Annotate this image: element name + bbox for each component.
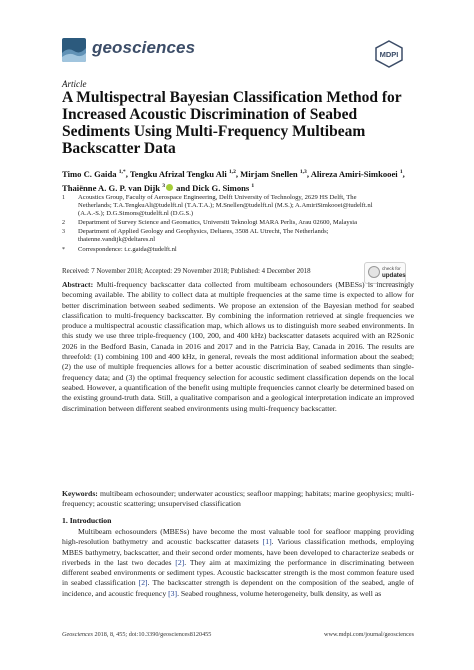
section-heading: 1. Introduction <box>62 516 112 525</box>
updates-label-line1: check for <box>382 266 401 271</box>
author-affiliation-mark: 1 <box>399 169 403 175</box>
paper-title: A Multispectral Bayesian Classification Method for Increased Acoustic Discrimination of Seabed Sediments Using Multi-Frequency Multibeam Backscatter Data <box>62 89 402 157</box>
abstract-label: Abstract: <box>62 280 94 289</box>
citation-footer <box>62 631 211 638</box>
check-for-updates-icon <box>368 266 380 278</box>
affiliation-item <box>62 194 382 219</box>
updates-label-line2: updates <box>382 272 406 279</box>
affiliation-item <box>62 219 414 227</box>
affiliation-number: * <box>62 247 65 253</box>
correspondence-text: Correspondence: t.c.gaida@tudelft.nl <box>78 246 177 253</box>
reference-link[interactable]: [1] <box>262 537 272 547</box>
journal-url-link[interactable]: www.mdpi.com/journal/geosciences <box>324 631 414 638</box>
affiliation-item <box>62 246 382 254</box>
author-name[interactable]: Tengku Afrizal Tengku Ali <box>129 168 227 179</box>
affiliation-text: Acoustics Group, Faculty of Aerospace Engineering, Delft University of Technology, 2629 HS Delft, The Netherlands; T.A.TengkuAli@tudelft.nl (T.A.T.A.); M.Snellen@tudelft.nl (M.S.); A.AmiriSimkooei@tudelft.nl (A.A.-S.); D.G.Simons@tudelft.nl (D.G.S.) <box>78 194 373 218</box>
keywords-label: Keywords: <box>62 489 98 498</box>
author-name[interactable]: Thaiënne A. G. P. van Dijk <box>62 182 161 193</box>
body-text: . Various classification methods, employing MBES bathymetry, backscatter, and their second order moments, have been developed to characterize seabeds or riverbeds in the last two decades <box>62 537 414 567</box>
affiliation-text: Department of Survey Science and Geomatics, Universiti Teknologi MARA Perlis, Arau 02600, Malaysia <box>78 219 358 226</box>
body-text: Multibeam echosounders (MBESs) have become the most valuable tool for seafloor mapping providing high-resolution bathymetry and acoustic backscatter datasets <box>62 527 414 547</box>
author-affiliation-mark: 3 <box>162 182 166 189</box>
author-affiliation-mark: 1,2 <box>228 169 236 175</box>
author-name[interactable]: Mirjam Snellen <box>240 168 298 179</box>
author-list: Timo C. Gaida $^{1,*}$, Tengku Afrizal Tengku Ali $^{1,2}$, Mirjam Snellen $^{1,3}$, Alireza Amiri-Simkooei $^1$, Thaiënne A. G. P. van Dijk $^3$ and Dick G. Simons $^1$ <box>62 168 405 193</box>
keywords-text: multibeam echosounder; underwater acoustics; seafloor mapping; habitats; marine geophysics; multi-frequency; acoustic scattering; unsupervised classification <box>62 489 414 509</box>
affiliation-number: 1 <box>62 195 65 201</box>
body-text: . Seabed roughness, volume heterogeneity, bulk density, as well as <box>177 588 382 598</box>
author-affiliation-mark: 1 <box>251 182 255 189</box>
body-paragraph <box>62 527 414 599</box>
author-affiliation-mark: 1,* <box>118 169 126 175</box>
article-type: Article <box>62 79 87 89</box>
citation-journal: Geosciences <box>62 631 93 638</box>
publication-dates: Received: 7 November 2018; Accepted: 29 November 2018; Published: 4 December 2018 <box>62 268 311 275</box>
body-text: . The backscatter strength is dependent on the composition of the seabed, angle of incidence, and acoustic frequency <box>62 578 414 598</box>
author-affiliation-mark: 1,3 <box>299 169 307 175</box>
abstract-text: Multi-frequency backscatter data collected from multibeam echosounders (MBESs) is increasingly becoming available. The ability to collect data at multiple frequencies at the same time is expected to allow for better discrimination between seabed sediments. We propose an extension of the Bayesian method for seabed classification to multi-frequency backscatter. By combining the information retrieved at single frequencies we produce a multispectral acoustic classification map, which allows us to distinguish more seabed environments. In this study we use three triple-frequency (100, 200, and 400 kHz) backscatter datasets acquired with an R2Sonic 2026 in the Bedford Basin, Canada in 2016 and 2017 and in the Patricia Bay, Canada in 2016. The results are threefold: (1) combining 100 and 400 kHz, in general, reveals the most additional information about the seabed; (2) the use of multiple frequencies allows for a better acoustic discrimination of seabed sediments than single-frequency data; and (3) the optimal frequency selection for acoustic sediment classification depends on the local seabed. However, a quantification of the benefit using multiple frequencies cannot clearly be determined based on the existing ground-truth data. Still, a qualitative comparison and a geological interpretation indicate an improved discrimination between different seabed environments using multi-frequency backscatter. <box>62 280 415 413</box>
affiliation-text: Department of Applied Geology and Geophysics, Deltares, 3508 AL Utrecht, The Netherlands; thaienne.vandijk@deltares.nl <box>78 228 329 244</box>
mdpi-logo-icon[interactable] <box>374 40 404 68</box>
publisher-label: MDPI <box>379 50 399 59</box>
keywords <box>62 489 414 510</box>
abstract <box>62 280 414 414</box>
geosciences-logo-icon <box>62 38 86 62</box>
orcid-icon[interactable] <box>166 184 173 191</box>
reference-link[interactable]: [2] <box>175 557 185 567</box>
body-text: . They aim at maximizing the performance in discriminating between different seabed environments or sediment types. Acoustic backscatter strength is the most common feature used in seabed classification <box>62 557 415 588</box>
affiliation-number: 2 <box>62 220 65 226</box>
journal-name[interactable]: geosciences <box>92 38 196 57</box>
affiliation-number: 3 <box>62 229 65 235</box>
author-name[interactable]: Dick G. Simons <box>192 182 250 193</box>
reference-link[interactable]: [2] <box>138 578 148 588</box>
affiliation-item <box>62 228 362 244</box>
author-name[interactable]: Alireza Amiri-Simkooei <box>310 168 398 179</box>
reference-link[interactable]: [3] <box>168 588 178 598</box>
author-name[interactable]: Timo C. Gaida <box>62 168 117 179</box>
citation-details: 2018, 8, 455; doi:10.3390/geosciences8120455 <box>94 631 212 638</box>
